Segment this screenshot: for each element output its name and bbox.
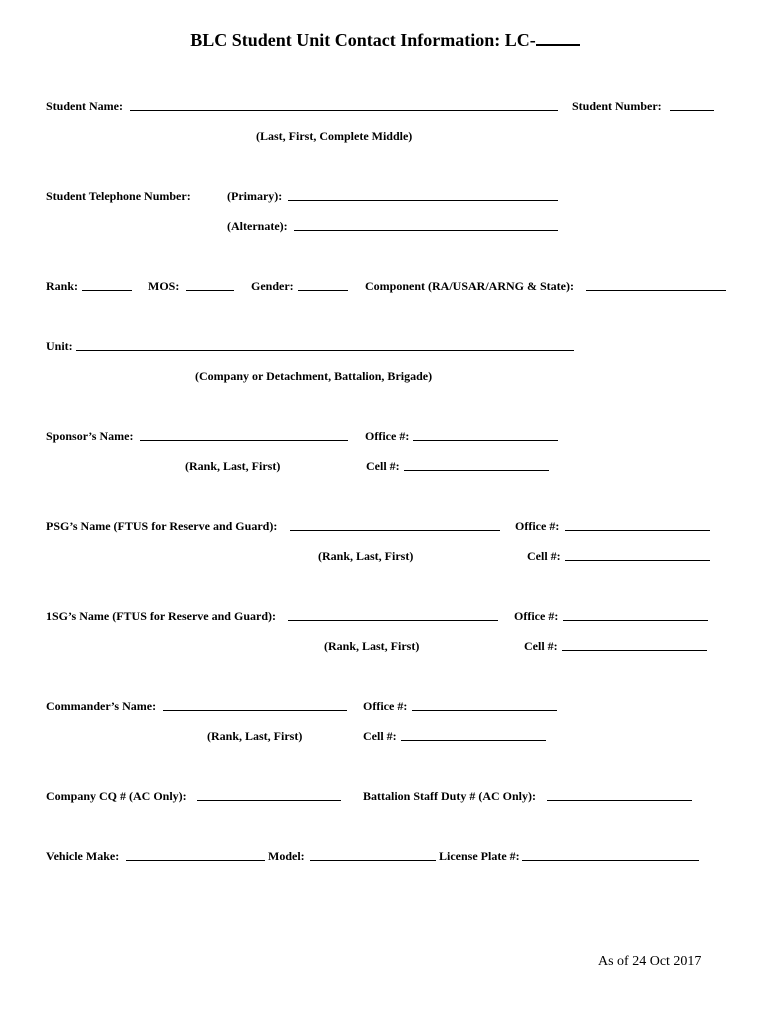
- sponsor-name-field[interactable]: [140, 440, 348, 441]
- primary-phone-label: (Primary):: [227, 189, 283, 203]
- student-number-label: Student Number:: [572, 99, 662, 113]
- commander-name-label: Commander’s Name:: [46, 699, 157, 713]
- student-name-label: Student Name:: [46, 99, 123, 113]
- unit-label: Unit:: [46, 339, 73, 353]
- vehicle-model-field[interactable]: [310, 860, 436, 861]
- student-name-field[interactable]: [130, 110, 558, 111]
- rank-field[interactable]: [82, 290, 132, 291]
- psg-office-label: Office #:: [515, 519, 560, 533]
- commander-name-field[interactable]: [163, 710, 347, 711]
- primary-phone-field[interactable]: [288, 200, 558, 201]
- first-sgt-cell-label: Cell #:: [524, 639, 558, 653]
- unit-field[interactable]: [76, 350, 574, 351]
- license-plate-field[interactable]: [522, 860, 699, 861]
- license-plate-label: License Plate #:: [439, 849, 520, 863]
- company-cq-label: Company CQ # (AC Only):: [46, 789, 187, 803]
- unit-hint: (Company or Detachment, Battalion, Brigade): [195, 369, 433, 383]
- commander-cell-field[interactable]: [401, 740, 546, 741]
- student-number-field[interactable]: [670, 110, 714, 111]
- psg-name-field[interactable]: [290, 530, 500, 531]
- alternate-phone-field[interactable]: [294, 230, 558, 231]
- first-sgt-office-label: Office #:: [514, 609, 559, 623]
- psg-cell-label: Cell #:: [527, 549, 561, 563]
- gender-field[interactable]: [298, 290, 348, 291]
- sponsor-name-label: Sponsor’s Name:: [46, 429, 134, 443]
- sponsor-office-label: Office #:: [365, 429, 410, 443]
- commander-name-hint: (Rank, Last, First): [207, 729, 303, 743]
- sponsor-cell-label: Cell #:: [366, 459, 400, 473]
- form-title: BLC Student Unit Contact Information: LC-: [0, 28, 770, 51]
- first-sgt-name-field[interactable]: [288, 620, 498, 621]
- commander-office-field[interactable]: [412, 710, 557, 711]
- first-sgt-office-field[interactable]: [563, 620, 708, 621]
- mos-label: MOS:: [148, 279, 180, 293]
- battalion-duty-field[interactable]: [547, 800, 692, 801]
- vehicle-model-label: Model:: [268, 849, 305, 863]
- sponsor-name-hint: (Rank, Last, First): [185, 459, 281, 473]
- psg-name-label: PSG’s Name (FTUS for Reserve and Guard):: [46, 519, 278, 533]
- sponsor-cell-field[interactable]: [404, 470, 549, 471]
- first-sgt-cell-field[interactable]: [562, 650, 707, 651]
- telephone-label: Student Telephone Number:: [46, 189, 191, 203]
- alternate-phone-label: (Alternate):: [227, 219, 288, 233]
- revision-date: As of 24 Oct 2017: [598, 954, 702, 969]
- psg-office-field[interactable]: [565, 530, 710, 531]
- psg-name-hint: (Rank, Last, First): [318, 549, 414, 563]
- mos-field[interactable]: [186, 290, 234, 291]
- component-field[interactable]: [586, 290, 726, 291]
- gender-label: Gender:: [251, 279, 294, 293]
- vehicle-make-field[interactable]: [126, 860, 265, 861]
- student-name-hint: (Last, First, Complete Middle): [256, 129, 413, 143]
- first-sgt-name-label: 1SG’s Name (FTUS for Reserve and Guard):: [46, 609, 276, 623]
- psg-cell-field[interactable]: [565, 560, 710, 561]
- first-sgt-name-hint: (Rank, Last, First): [324, 639, 420, 653]
- commander-cell-label: Cell #:: [363, 729, 397, 743]
- battalion-duty-label: Battalion Staff Duty # (AC Only):: [363, 789, 536, 803]
- sponsor-office-field[interactable]: [413, 440, 558, 441]
- commander-office-label: Office #:: [363, 699, 408, 713]
- company-cq-field[interactable]: [197, 800, 341, 801]
- vehicle-make-label: Vehicle Make:: [46, 849, 120, 863]
- component-label: Component (RA/USAR/ARNG & State):: [365, 279, 574, 293]
- rank-label: Rank:: [46, 279, 79, 293]
